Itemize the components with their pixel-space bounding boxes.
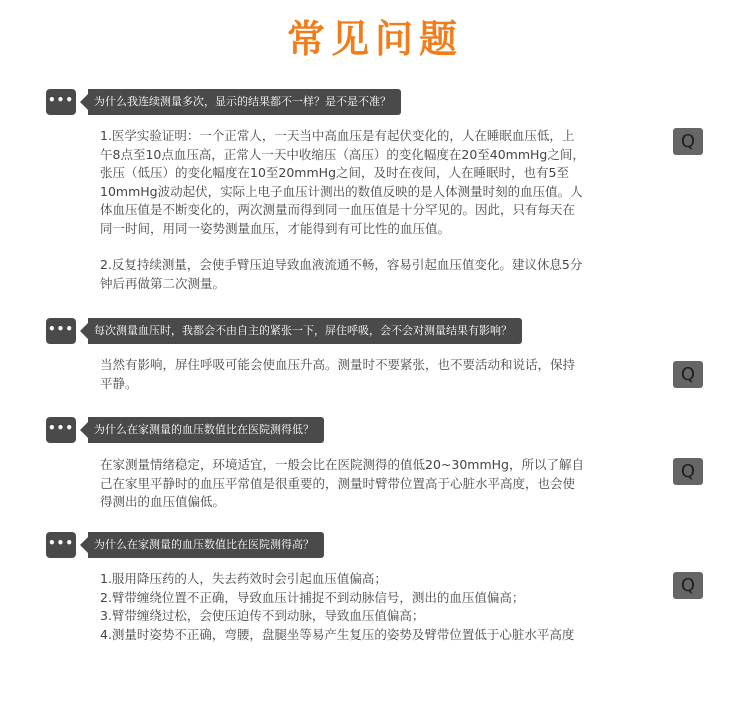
answer-line: 张压（低压）的变化幅度在10至20mmHg之间，及时在夜间，人在睡眠时，也有5至 bbox=[100, 165, 569, 180]
answer-line: 平静。 bbox=[100, 375, 138, 391]
q-badge-icon: Q bbox=[673, 361, 703, 388]
q-badge-icon: Q bbox=[673, 458, 703, 485]
answer-text bbox=[100, 456, 645, 512]
answer-line: 1.医学实验证明：一个正常人，一天当中高血压是有起伏变化的，人在睡眠血压低，上 bbox=[100, 128, 575, 143]
page-title: 常见问题 bbox=[286, 17, 463, 61]
question-label: 为什么在家测量的血压数值比在医院测得高？ bbox=[88, 532, 324, 558]
more-dots-icon: ••• bbox=[46, 318, 76, 344]
q-badge-icon: Q bbox=[673, 128, 703, 155]
answer-line: 体血压值是不断变化的，两次测量而得到同一血压值是十分罕见的。因此，只有每天在 bbox=[100, 202, 576, 217]
answer-line: 10mmHg波动起伏，实际上电子血压计测出的数值反映的是人体测量时刻的血压值。人 bbox=[100, 183, 583, 199]
answer-line: 3.臂带缠绕过松，会使压迫传不到动脉，导致血压值偏高； bbox=[100, 608, 425, 623]
answer-line: 同一时间，用同一姿势测量血压，才能得到有可比性的血压值。 bbox=[100, 220, 451, 236]
question-label: 为什么在家测量的血压数值比在医院测得低？ bbox=[88, 417, 324, 443]
q-badge-icon: Q bbox=[673, 572, 703, 599]
answer-line: 在家测量情绪稳定，环境适宜，一般会比在医院测得的值低20~30mmHg，所以了解自 bbox=[100, 457, 584, 472]
answer-line: 4.测量时姿势不正确，弯腰，盘腿坐等易产生复压的姿势及臂带位置低于心脏水平高度 bbox=[100, 626, 575, 642]
more-dots-icon: ••• bbox=[46, 417, 76, 443]
answer-line: 得测出的血压值偏低。 bbox=[100, 494, 226, 509]
answer-line: 2.反复持续测量，会使手臂压迫导致血液流通不畅，容易引起血压值变化。建议休息5分 bbox=[100, 257, 583, 272]
answer-line: 己在家里平静时的血压平常值是很重要的，测量时臂带位置高于心脏水平高度，也会使 bbox=[100, 475, 576, 491]
more-dots-icon: ••• bbox=[46, 89, 76, 115]
more-dots-icon: ••• bbox=[46, 532, 76, 558]
answer-line: 当然有影响，屏住呼吸可能会使血压升高。测量时不要紧张，也不要活动和说话，保持 bbox=[100, 357, 576, 372]
answer-text bbox=[100, 127, 645, 293]
question-label: 每次测量血压时，我都会不由自主的紧张一下，屏住呼吸，会不会对测量结果有影响？ bbox=[88, 318, 522, 344]
question-label: 为什么我连续测量多次，显示的结果都不一样？是不是不准？ bbox=[88, 89, 401, 115]
answer-text bbox=[100, 570, 645, 644]
answer-line: 午8点至10点血压高，正常人一天中收缩压（高压）的变化幅度在20至40mmHg之间， bbox=[100, 146, 585, 162]
answer-line: 钟后再做第二次测量。 bbox=[100, 275, 226, 291]
answer-line: 2.臂带缠绕位置不正确，导致血压计捕捉不到动脉信号，测出的血压值偏高； bbox=[100, 589, 525, 605]
answer-line: 1.服用降压药的人，失去药效时会引起血压值偏高； bbox=[100, 571, 387, 586]
answer-text bbox=[100, 356, 645, 393]
